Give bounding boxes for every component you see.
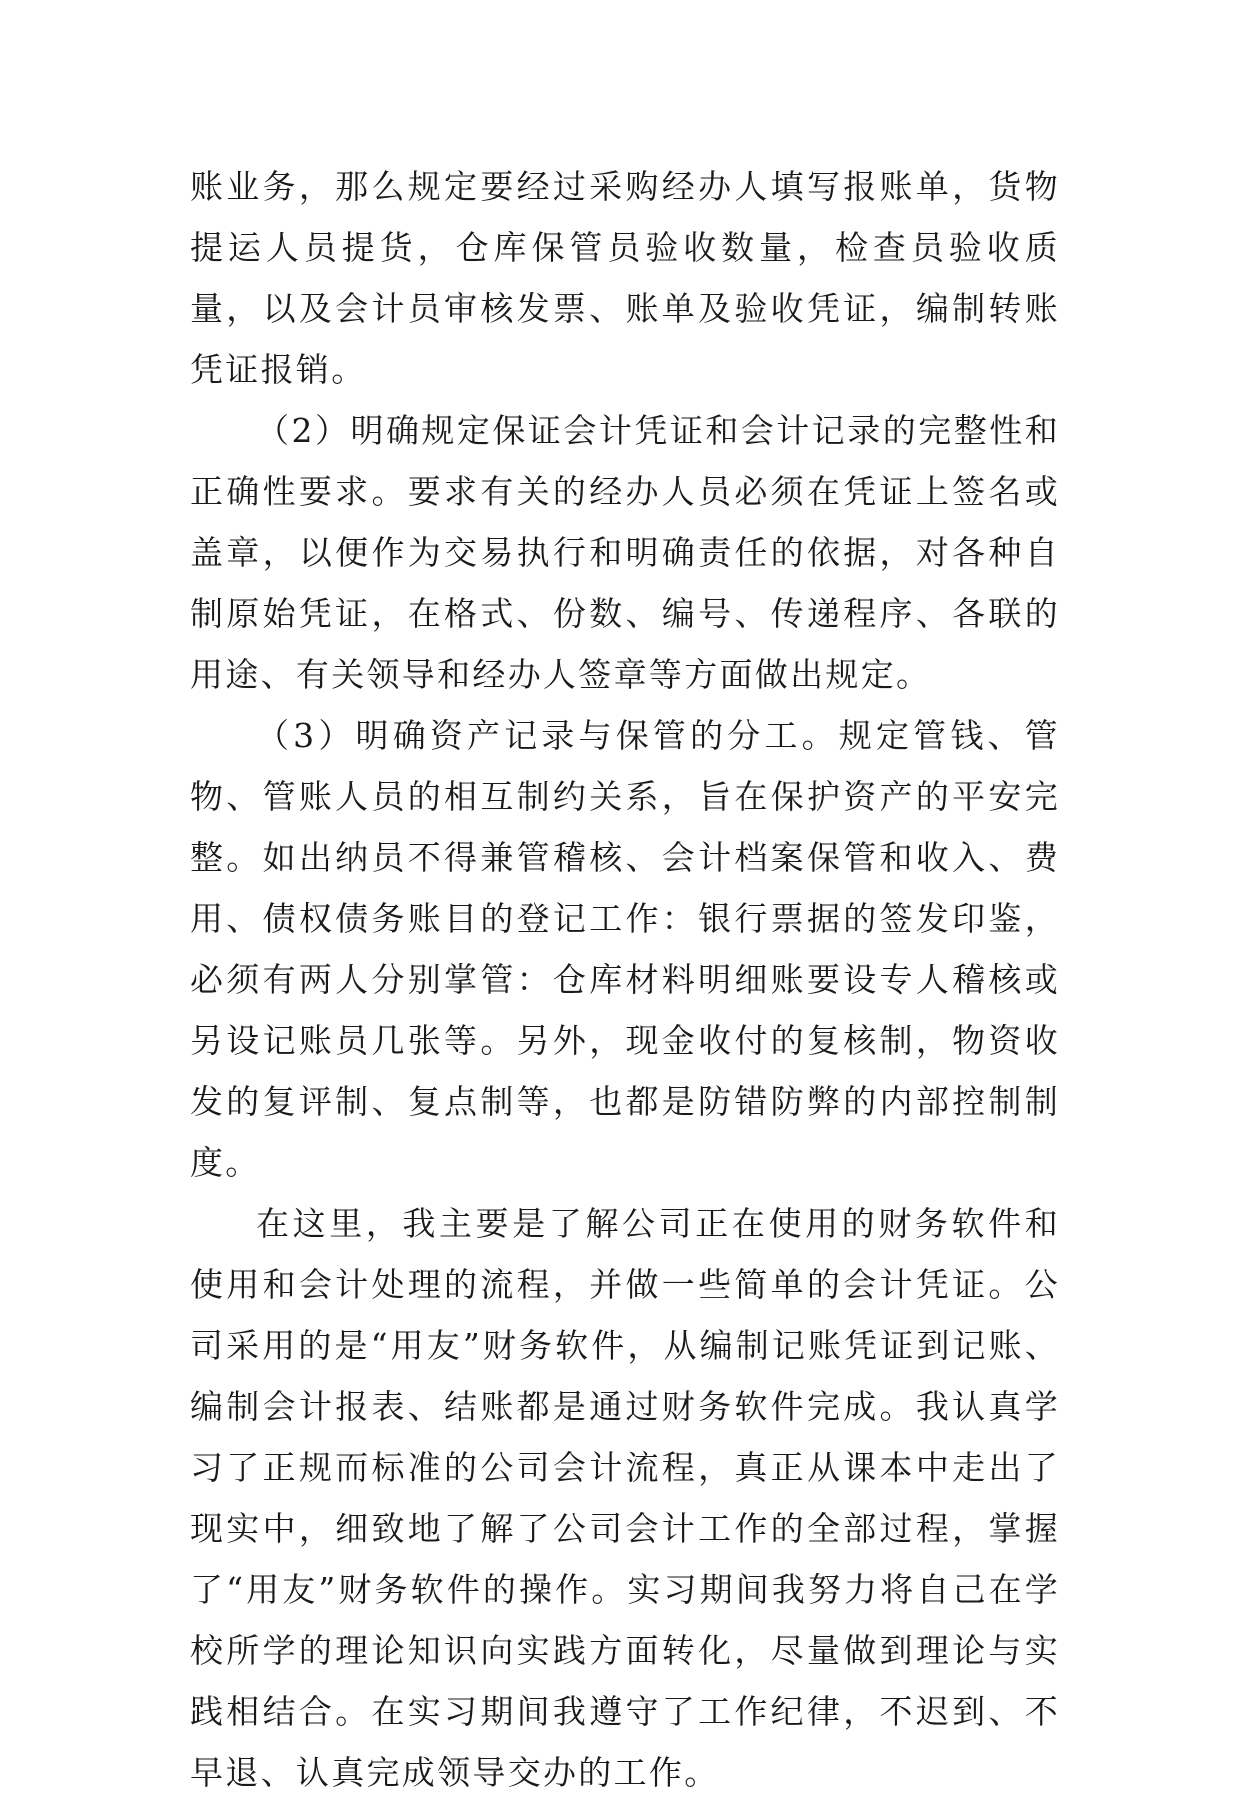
- paragraph-internship-summary: 在这里，我主要是了解公司正在使用的财务软件和使用和会计处理的流程，并做一些简单的会计凭证。公司采用的是“用友”财务软件，从编制记账凭证到记账、编制会计报表、结账都是通过财务软件完成。我认真学习了正规而标准的公司会计流程，真正从课本中走出了现实中，细致地了解了公司会计工作的全部过程，掌握了“用友”财务软件的操作。实习期间我努力将自己在学校所学的理论知识向实践方面转化，尽量做到理论与实践相结合。在实习期间我遵守了工作纪律，不迟到、不早退、认真完成领导交办的工作。: [190, 1204, 1060, 1792]
- paragraph-continuation: 账业务，那么规定要经过采购经办人填写报账单，货物提运人员提货，仓库保管员验收数量，检查员验收质量，以及会计员审核发票、账单及验收凭证，编制转账凭证报销。: [190, 167, 1060, 389]
- document-body: [190, 156, 1060, 1803]
- paragraph-item-2: （2）明确规定保证会计凭证和会计记录的完整性和正确性要求。要求有关的经办人员必须在凭证上签名或盖章，以便作为交易执行和明确责任的依据，对各种自制原始凭证，在格式、份数、编号、传递程序、各联的用途、有关领导和经办人签章等方面做出规定。: [190, 411, 1060, 694]
- paragraph-item-3: （3）明确资产记录与保管的分工。规定管钱、管物、管账人员的相互制约关系，旨在保护资产的平安完整。如出纳员不得兼管稽核、会计档案保管和收入、费用、债权债务账目的登记工作：银行票据的签发印鉴，必须有两人分别掌管：仓库材料明细账要设专人稽核或另设记账员几张等。另外，现金收付的复核制，物资收发的复评制、复点制等，也都是防错防弊的内部控制制度。: [190, 716, 1060, 1182]
